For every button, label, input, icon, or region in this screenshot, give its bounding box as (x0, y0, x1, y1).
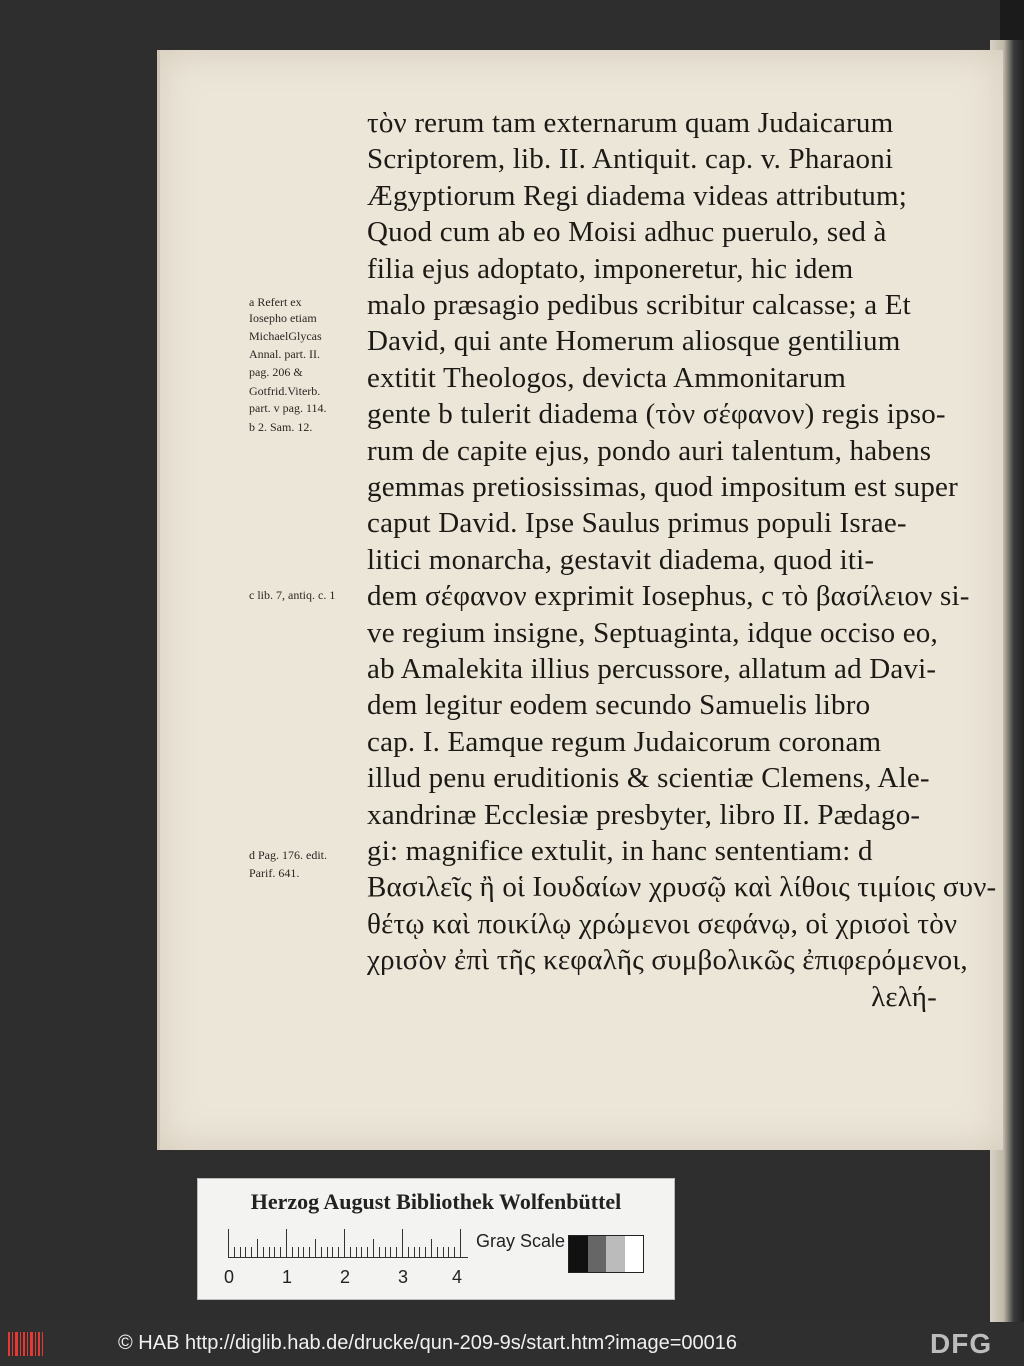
book-page (157, 50, 1003, 1150)
ruler-tick (361, 1247, 362, 1257)
gray-scale-label: Gray Scale (476, 1231, 566, 1251)
ruler-tick (245, 1247, 246, 1257)
margin-note: Parif. 641. (249, 866, 300, 880)
text-line: dem σέφανον exprimit Iosephus, c τὸ βασίλειον si- (367, 580, 970, 613)
text-line: gi: magnifice extulit, in hanc sententiam: d (367, 835, 873, 867)
ruler-tick (379, 1247, 380, 1257)
footer-bar (0, 1322, 1024, 1366)
ruler-tick (321, 1247, 322, 1257)
ruler-tick (332, 1247, 333, 1257)
margin-note: part. v pag. 114. (249, 401, 327, 415)
margin-note: Annal. part. II. (249, 347, 320, 361)
margin-note: d Pag. 176. edit. (249, 848, 327, 862)
ruler-tick (315, 1239, 316, 1257)
ruler-tick (263, 1247, 264, 1257)
text-line: caput David. Ipse Saulus primus populi Israe- (367, 507, 907, 540)
ruler-tick (419, 1247, 420, 1257)
ruler-tick (228, 1229, 229, 1257)
text-line: extitit Theologos, devicta Ammonitarum (367, 361, 847, 394)
ruler-number: 3 (398, 1267, 409, 1287)
ruler-tick (338, 1247, 339, 1257)
gray-scale-swatch (568, 1235, 644, 1273)
ruler-tick (402, 1229, 403, 1257)
ruler-tick (460, 1229, 461, 1257)
margin-note: Gotfrid.Viterb. (249, 384, 321, 398)
ruler-tick (437, 1247, 438, 1257)
page-edge (157, 50, 160, 1150)
ruler-tick (280, 1247, 281, 1257)
text-line: Βασιλεῖς ἢ οἱ Ιουδαίων χρυσῷ καὶ λίθοις τιμίοις συν- (367, 871, 997, 904)
text-line: gente b tulerit diadema (τὸν σέφανον) regis ipso- (367, 398, 946, 431)
margin-note: a Refert ex (249, 295, 302, 309)
ruler-tick (286, 1229, 287, 1257)
ruler-tick (396, 1247, 397, 1257)
ruler-tick (344, 1229, 345, 1257)
ruler-tick (240, 1247, 241, 1257)
text-line: ve regium insigne, Septuaginta, idque occiso eo, (367, 616, 938, 649)
margin-note: Iosepho etiam (249, 311, 317, 325)
ruler-tick (234, 1247, 235, 1257)
ruler-tick (251, 1247, 252, 1257)
ruler-tick (257, 1239, 258, 1257)
ruler-tick (356, 1247, 357, 1257)
text-line: dem legitur eodem secundo Samuelis libro (367, 689, 871, 722)
ruler-tick (425, 1247, 426, 1257)
ruler-tick (327, 1247, 328, 1257)
text-line: Scriptorem, lib. II. Antiquit. cap. v. Pharaoni (367, 143, 894, 176)
ruler-number: 2 (340, 1267, 351, 1287)
ruler-number: 1 (282, 1267, 293, 1287)
text-line: malo præsagio pedibus scribitur calcasse; a Et (367, 289, 911, 321)
text-line: Quod cum ab eo Moisi adhuc puerulo, sed à (367, 216, 887, 249)
text-line: illud penu eruditionis & scientiæ Clemens, Ale- (367, 762, 930, 795)
ruler-tick (414, 1247, 415, 1257)
text-line: gemmas pretiosissimas, quod impositum est super (367, 471, 958, 503)
ruler-tick (431, 1239, 432, 1257)
text-line: θέτῳ καὶ ποικίλῳ χρώμενοι σεφάνῳ, οἱ χρισοὶ τὸν (367, 907, 958, 940)
text-line: litici monarcha, gestavit diadema, quod iti- (367, 543, 875, 576)
margin-note: b 2. Sam. 12. (249, 420, 313, 434)
text-line: ab Amalekita illius percussore, allatum ad Davi- (367, 653, 937, 685)
ruler-tick (373, 1239, 374, 1257)
copyright-link[interactable]: © HAB http://diglib.hab.de/drucke/qun-209-9s/start.htm?image=00016 (118, 1332, 737, 1354)
margin-note: pag. 206 & (249, 365, 303, 379)
text-line: David, qui ante Homerum aliosque gentilium (367, 325, 901, 358)
text-line: rum de capite ejus, pondo auri talentum, habens (367, 434, 932, 467)
ruler-tick (448, 1247, 449, 1257)
library-name: Herzog August Bibliothek Wolfenbüttel (250, 1189, 622, 1214)
ruler-tick (385, 1247, 386, 1257)
text-line: χρισὸν ἐπὶ τῆς κεφαλῆς συμβολικῶς ἐπιφερόμενοι, (367, 944, 968, 977)
text-line: λελή- (871, 980, 937, 1013)
dfg-logo: DFG (930, 1328, 993, 1359)
ruler-tick (298, 1247, 299, 1257)
ruler-tick (454, 1247, 455, 1257)
ruler-tick (390, 1247, 391, 1257)
ruler-tick (443, 1247, 444, 1257)
ruler-tick (309, 1247, 310, 1257)
ruler (228, 1229, 468, 1258)
ruler-tick (408, 1247, 409, 1257)
ruler-tick (269, 1247, 270, 1257)
ruler-tick (303, 1247, 304, 1257)
text-line: filia ejus adoptato, imponeretur, hic idem (367, 252, 854, 285)
margin-note: MichaelGlycas (249, 329, 322, 343)
text-line: xandrinæ Ecclesiæ presbyter, libro II. Pædago- (367, 798, 921, 831)
text-line: Ægyptiorum Regi diadema videas attributum; (367, 179, 907, 212)
ruler-tick (292, 1247, 293, 1257)
barcode-icon (8, 1332, 44, 1356)
color-reference-card (197, 1178, 675, 1300)
margin-note: c lib. 7, antiq. c. 1 (249, 588, 336, 602)
ruler-number: 0 (224, 1267, 235, 1287)
ruler-number: 4 (452, 1267, 463, 1287)
text-line: τὸν rerum tam externarum quam Judaicarum (367, 107, 894, 139)
text-line: cap. I. Eamque regum Judaicorum coronam (367, 725, 882, 758)
ruler-tick (350, 1247, 351, 1257)
ruler-tick (367, 1247, 368, 1257)
ruler-tick (274, 1247, 275, 1257)
